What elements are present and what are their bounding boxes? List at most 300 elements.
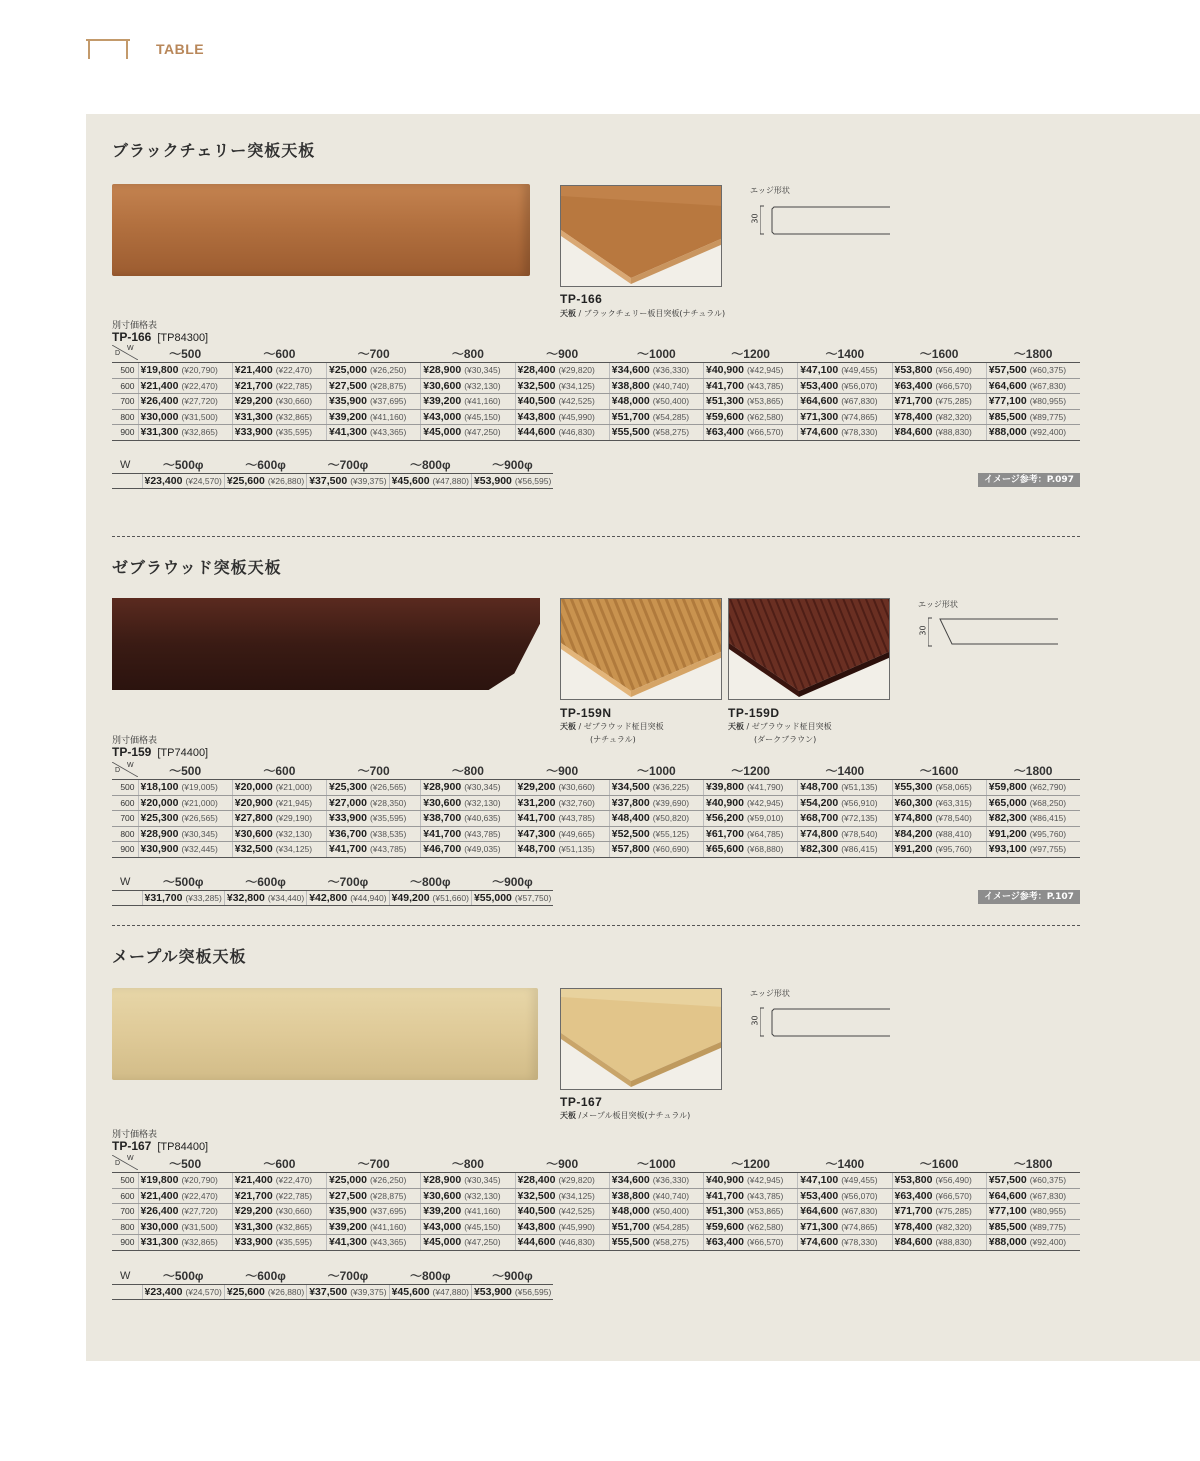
price-cell: ¥41,700 (¥43,785) (327, 842, 421, 858)
price-cell: ¥53,800 (¥56,490) (892, 1173, 986, 1189)
edge-dimension: 30 (750, 213, 760, 224)
price-cell: ¥31,200 (¥32,760) (515, 795, 609, 811)
table-header-row (112, 873, 553, 891)
price-table-caption: 別寸価格表 (112, 321, 158, 331)
column-header: 〜800 (421, 762, 515, 780)
price-cell: ¥31,300 (¥32,865) (232, 409, 326, 425)
price-cell: ¥74,600 (¥78,330) (798, 1235, 892, 1251)
swatch-code: TP-166 (560, 292, 603, 306)
column-header: 〜600φ (224, 456, 306, 474)
price-cell: ¥63,400 (¥66,570) (892, 1188, 986, 1204)
price-cell: ¥19,800 (¥20,790) (138, 1173, 232, 1189)
column-header: 〜1600 (892, 345, 986, 363)
swatch-description: 天板 / ゼブラウッド柾目突板 (ダークブラウン) (728, 722, 832, 744)
tabletop-side-image (112, 988, 538, 1080)
price-cell: ¥47,300 (¥49,665) (515, 826, 609, 842)
row-header: 700 (112, 394, 138, 410)
price-cell: ¥65,000 (¥68,250) (986, 795, 1080, 811)
table-row (112, 811, 1080, 827)
price-cell: ¥37,500 (¥39,375) (307, 474, 389, 489)
column-header: 〜800φ (389, 456, 471, 474)
edge-shape-label: エッジ形状 (750, 989, 790, 998)
price-cell: ¥64,600 (¥67,830) (798, 1204, 892, 1220)
section-divider (112, 925, 1080, 926)
price-cell: ¥44,600 (¥46,830) (515, 1235, 609, 1251)
price-cell: ¥38,800 (¥40,740) (609, 378, 703, 394)
blank-cell (112, 891, 142, 906)
section-maple (112, 944, 1080, 1304)
column-header: 〜700 (327, 762, 421, 780)
table-row (112, 1188, 1080, 1204)
column-header: 〜500 (138, 762, 232, 780)
price-cell: ¥25,600 (¥26,880) (224, 1285, 306, 1300)
price-table-round (112, 873, 553, 906)
blank-cell (112, 1285, 142, 1300)
swatch-description: 天板 / ゼブラウッド柾目突板 (ナチュラル) (560, 722, 664, 744)
price-cell: ¥26,400 (¥27,720) (138, 394, 232, 410)
price-cell: ¥25,300 (¥26,565) (138, 811, 232, 827)
price-cell: ¥84,600 (¥88,830) (892, 1235, 986, 1251)
price-cell: ¥39,800 (¥41,790) (704, 780, 798, 796)
column-header: 〜900φ (471, 873, 553, 891)
table-header-row (112, 456, 553, 474)
price-cell: ¥20,900 (¥21,945) (232, 795, 326, 811)
price-cell: ¥36,700 (¥38,535) (327, 826, 421, 842)
price-cell: ¥27,500 (¥28,875) (327, 1188, 421, 1204)
price-cell: ¥51,300 (¥53,865) (704, 394, 798, 410)
section-title: ゼブラウッド突板天板 (112, 558, 282, 577)
price-cell: ¥26,400 (¥27,720) (138, 1204, 232, 1220)
price-cell: ¥74,800 (¥78,540) (892, 811, 986, 827)
price-cell: ¥40,900 (¥42,945) (704, 1173, 798, 1189)
price-cell: ¥27,000 (¥28,350) (327, 795, 421, 811)
price-cell: ¥48,700 (¥51,135) (798, 780, 892, 796)
price-cell: ¥32,500 (¥34,125) (232, 842, 326, 858)
price-cell: ¥41,700 (¥43,785) (421, 826, 515, 842)
price-cell: ¥53,800 (¥56,490) (892, 363, 986, 379)
column-header: 〜1200 (704, 345, 798, 363)
section-title: メープル突板天板 (112, 947, 247, 966)
price-cell: ¥38,700 (¥40,635) (421, 811, 515, 827)
price-cell: ¥48,700 (¥51,135) (515, 842, 609, 858)
price-cell: ¥29,200 (¥30,660) (515, 780, 609, 796)
price-cell: ¥31,300 (¥32,865) (138, 1235, 232, 1251)
column-header: 〜500 (138, 345, 232, 363)
price-cell: ¥39,200 (¥41,160) (421, 1204, 515, 1220)
price-cell: ¥30,600 (¥32,130) (421, 795, 515, 811)
price-cell: ¥64,600 (¥67,830) (798, 394, 892, 410)
column-header: 〜500φ (142, 456, 224, 474)
table-row (112, 1219, 1080, 1235)
price-cell: ¥55,500 (¥58,275) (609, 425, 703, 441)
price-cell: ¥34,600 (¥36,330) (609, 1173, 703, 1189)
column-header: 〜800 (421, 1155, 515, 1173)
column-header: 〜900 (515, 762, 609, 780)
edge-profile-diagram (760, 204, 894, 238)
price-table-round (112, 456, 553, 489)
table-row (112, 891, 553, 906)
column-header: 〜1800 (986, 762, 1080, 780)
price-cell: ¥43,000 (¥45,150) (421, 1219, 515, 1235)
price-cell: ¥28,400 (¥29,820) (515, 363, 609, 379)
column-header: 〜500φ (142, 873, 224, 891)
swatch-code: TP-159N (560, 706, 612, 720)
price-cell: ¥51,300 (¥53,865) (704, 1204, 798, 1220)
price-cell: ¥53,400 (¥56,070) (798, 378, 892, 394)
price-cell: ¥40,500 (¥42,525) (515, 394, 609, 410)
price-cell: ¥59,600 (¥62,580) (704, 1219, 798, 1235)
table-row (112, 842, 1080, 858)
table-icon (86, 39, 130, 59)
price-cell: ¥64,600 (¥67,830) (986, 1188, 1080, 1204)
price-cell: ¥27,500 (¥28,875) (327, 378, 421, 394)
price-cell: ¥84,600 (¥88,830) (892, 425, 986, 441)
price-cell: ¥39,200 (¥41,160) (327, 1219, 421, 1235)
price-cell: ¥35,900 (¥37,695) (327, 394, 421, 410)
w-label: W (112, 456, 142, 474)
price-cell: ¥18,100 (¥19,005) (138, 780, 232, 796)
table-row (112, 1204, 1080, 1220)
column-header: 〜700 (327, 1155, 421, 1173)
table-row (112, 425, 1080, 441)
row-header: 600 (112, 795, 138, 811)
price-cell: ¥53,900 (¥56,595) (471, 474, 553, 489)
table-row (112, 409, 1080, 425)
price-cell: ¥64,600 (¥67,830) (986, 378, 1080, 394)
price-cell: ¥20,000 (¥21,000) (138, 795, 232, 811)
dw-corner-cell: D W (112, 762, 138, 780)
column-header: 〜700φ (307, 873, 389, 891)
price-cell: ¥45,600 (¥47,880) (389, 474, 471, 489)
price-cell: ¥53,900 (¥56,595) (471, 1285, 553, 1300)
table-header-row (112, 345, 1080, 363)
price-cell: ¥25,300 (¥26,565) (327, 780, 421, 796)
price-cell: ¥45,000 (¥47,250) (421, 425, 515, 441)
page-header (86, 38, 204, 60)
price-cell: ¥74,600 (¥78,330) (798, 425, 892, 441)
price-cell: ¥33,900 (¥35,595) (232, 1235, 326, 1251)
price-cell: ¥60,300 (¥63,315) (892, 795, 986, 811)
swatch-description: 天板 / ブラックチェリー板目突板(ナチュラル) (560, 309, 726, 318)
image-reference-badge: イメージ参考：P.107 (978, 890, 1080, 904)
price-cell: ¥21,400 (¥22,470) (232, 1173, 326, 1189)
dw-corner-cell: D W (112, 1155, 138, 1173)
blank-cell (112, 474, 142, 489)
row-header: 800 (112, 1219, 138, 1235)
column-header: 〜1000 (609, 1155, 703, 1173)
wood-swatch-image (560, 598, 722, 700)
price-cell: ¥41,700 (¥43,785) (704, 378, 798, 394)
section-zebrawood (112, 555, 1080, 915)
table-row (112, 780, 1080, 796)
price-cell: ¥40,500 (¥42,525) (515, 1204, 609, 1220)
price-cell: ¥20,000 (¥21,000) (232, 780, 326, 796)
price-cell: ¥41,300 (¥43,365) (327, 425, 421, 441)
price-table-rect (112, 1155, 1080, 1251)
row-header: 900 (112, 425, 138, 441)
price-cell: ¥57,500 (¥60,375) (986, 1173, 1080, 1189)
column-header: 〜700φ (307, 1267, 389, 1285)
price-table-caption: 別寸価格表 (112, 736, 158, 746)
tabletop-side-image (112, 598, 540, 690)
price-cell: ¥85,500 (¥89,775) (986, 409, 1080, 425)
row-header: 600 (112, 378, 138, 394)
price-cell: ¥65,600 (¥68,880) (704, 842, 798, 858)
model-number: TP-167 [TP84400] (112, 1139, 209, 1153)
section-title: ブラックチェリー突板天板 (112, 141, 316, 160)
price-cell: ¥28,400 (¥29,820) (515, 1173, 609, 1189)
price-cell: ¥25,000 (¥26,250) (327, 363, 421, 379)
price-cell: ¥57,800 (¥60,690) (609, 842, 703, 858)
column-header: 〜800 (421, 345, 515, 363)
price-cell: ¥54,200 (¥56,910) (798, 795, 892, 811)
price-cell: ¥71,300 (¥74,865) (798, 409, 892, 425)
price-table-caption: 別寸価格表 (112, 1130, 158, 1140)
price-cell: ¥30,600 (¥32,130) (232, 826, 326, 842)
column-header: 〜500φ (142, 1267, 224, 1285)
column-header: 〜1400 (798, 762, 892, 780)
price-cell: ¥29,200 (¥30,660) (232, 1204, 326, 1220)
price-cell: ¥74,800 (¥78,540) (798, 826, 892, 842)
table-row (112, 474, 553, 489)
price-cell: ¥47,100 (¥49,455) (798, 1173, 892, 1189)
price-cell: ¥48,400 (¥50,820) (609, 811, 703, 827)
price-cell: ¥25,600 (¥26,880) (224, 474, 306, 489)
dw-corner-cell: D W (112, 345, 138, 363)
price-cell: ¥33,900 (¥35,595) (327, 811, 421, 827)
price-cell: ¥25,000 (¥26,250) (327, 1173, 421, 1189)
column-header: 〜1200 (704, 762, 798, 780)
row-header: 700 (112, 811, 138, 827)
price-cell: ¥91,200 (¥95,760) (892, 842, 986, 858)
price-cell: ¥63,400 (¥66,570) (704, 425, 798, 441)
price-cell: ¥32,500 (¥34,125) (515, 378, 609, 394)
price-cell: ¥45,600 (¥47,880) (389, 1285, 471, 1300)
price-cell: ¥49,200 (¥51,660) (389, 891, 471, 906)
price-cell: ¥44,600 (¥46,830) (515, 425, 609, 441)
price-cell: ¥71,300 (¥74,865) (798, 1219, 892, 1235)
price-cell: ¥31,300 (¥32,865) (232, 1219, 326, 1235)
w-label: W (112, 1267, 142, 1285)
price-cell: ¥55,500 (¥58,275) (609, 1235, 703, 1251)
price-cell: ¥82,300 (¥86,415) (798, 842, 892, 858)
table-header-row (112, 1155, 1080, 1173)
column-header: 〜1400 (798, 1155, 892, 1173)
column-header: 〜1600 (892, 762, 986, 780)
price-cell: ¥71,700 (¥75,285) (892, 1204, 986, 1220)
price-cell: ¥91,200 (¥95,760) (986, 826, 1080, 842)
price-cell: ¥41,300 (¥43,365) (327, 1235, 421, 1251)
table-row (112, 394, 1080, 410)
price-cell: ¥48,000 (¥50,400) (609, 1204, 703, 1220)
row-header: 500 (112, 363, 138, 379)
tabletop-side-image (112, 184, 530, 276)
price-cell: ¥39,200 (¥41,160) (327, 409, 421, 425)
swatch-code: TP-167 (560, 1095, 603, 1109)
price-cell: ¥42,800 (¥44,940) (307, 891, 389, 906)
price-cell: ¥37,500 (¥39,375) (307, 1285, 389, 1300)
price-cell: ¥48,000 (¥50,400) (609, 394, 703, 410)
page-title: TABLE (156, 41, 205, 57)
price-cell: ¥53,400 (¥56,070) (798, 1188, 892, 1204)
price-cell: ¥37,800 (¥39,690) (609, 795, 703, 811)
price-cell: ¥78,400 (¥82,320) (892, 409, 986, 425)
table-row (112, 1285, 553, 1300)
price-cell: ¥30,600 (¥32,130) (421, 378, 515, 394)
price-cell: ¥32,800 (¥34,440) (224, 891, 306, 906)
column-header: 〜1600 (892, 1155, 986, 1173)
table-row (112, 378, 1080, 394)
price-cell: ¥40,900 (¥42,945) (704, 795, 798, 811)
wood-swatch-image (560, 988, 722, 1090)
price-cell: ¥68,700 (¥72,135) (798, 811, 892, 827)
column-header: 〜900φ (471, 1267, 553, 1285)
price-table-rect (112, 762, 1080, 858)
column-header: 〜600φ (224, 873, 306, 891)
price-cell: ¥55,300 (¥58,065) (892, 780, 986, 796)
price-cell: ¥43,800 (¥45,990) (515, 409, 609, 425)
price-cell: ¥63,400 (¥66,570) (704, 1235, 798, 1251)
price-cell: ¥21,400 (¥22,470) (138, 1188, 232, 1204)
table-header-row (112, 1267, 553, 1285)
price-cell: ¥35,900 (¥37,695) (327, 1204, 421, 1220)
price-cell: ¥57,500 (¥60,375) (986, 363, 1080, 379)
price-cell: ¥23,400 (¥24,570) (142, 1285, 224, 1300)
price-cell: ¥32,500 (¥34,125) (515, 1188, 609, 1204)
column-header: 〜600 (232, 1155, 326, 1173)
column-header: 〜1000 (609, 345, 703, 363)
swatch-description: 天板 /メープル板目突板(ナチュラル) (560, 1111, 691, 1120)
price-cell: ¥30,000 (¥31,500) (138, 1219, 232, 1235)
price-cell: ¥34,600 (¥36,330) (609, 363, 703, 379)
price-cell: ¥85,500 (¥89,775) (986, 1219, 1080, 1235)
section-divider (112, 536, 1080, 537)
edge-shape-label: エッジ形状 (750, 186, 790, 195)
wood-swatch-image (560, 185, 722, 287)
price-cell: ¥21,700 (¥22,785) (232, 1188, 326, 1204)
table-row (112, 826, 1080, 842)
column-header: 〜600φ (224, 1267, 306, 1285)
column-header: 〜800φ (389, 1267, 471, 1285)
price-cell: ¥28,900 (¥30,345) (138, 826, 232, 842)
price-cell: ¥29,200 (¥30,660) (232, 394, 326, 410)
price-cell: ¥28,900 (¥30,345) (421, 1173, 515, 1189)
price-cell: ¥30,000 (¥31,500) (138, 409, 232, 425)
price-cell: ¥28,900 (¥30,345) (421, 780, 515, 796)
column-header: 〜1800 (986, 345, 1080, 363)
price-cell: ¥41,700 (¥43,785) (515, 811, 609, 827)
table-row (112, 1173, 1080, 1189)
price-cell: ¥40,900 (¥42,945) (704, 363, 798, 379)
price-cell: ¥34,500 (¥36,225) (609, 780, 703, 796)
w-label: W (112, 873, 142, 891)
wood-swatch-image (728, 598, 890, 700)
table-row (112, 795, 1080, 811)
price-cell: ¥27,800 (¥29,190) (232, 811, 326, 827)
column-header: 〜900φ (471, 456, 553, 474)
price-cell: ¥45,000 (¥47,250) (421, 1235, 515, 1251)
price-cell: ¥52,500 (¥55,125) (609, 826, 703, 842)
price-cell: ¥39,200 (¥41,160) (421, 394, 515, 410)
row-header: 600 (112, 1188, 138, 1204)
price-cell: ¥88,000 (¥92,400) (986, 425, 1080, 441)
price-cell: ¥21,400 (¥22,470) (232, 363, 326, 379)
price-cell: ¥88,000 (¥92,400) (986, 1235, 1080, 1251)
table-header-row (112, 762, 1080, 780)
edge-dimension: 30 (918, 625, 928, 636)
price-cell: ¥23,400 (¥24,570) (142, 474, 224, 489)
row-header: 700 (112, 1204, 138, 1220)
price-table-round (112, 1267, 553, 1300)
price-cell: ¥51,700 (¥54,285) (609, 1219, 703, 1235)
section-black-cherry (112, 138, 1080, 498)
price-cell: ¥78,400 (¥82,320) (892, 1219, 986, 1235)
column-header: 〜600 (232, 345, 326, 363)
row-header: 900 (112, 842, 138, 858)
price-cell: ¥31,700 (¥33,285) (142, 891, 224, 906)
price-cell: ¥59,600 (¥62,580) (704, 409, 798, 425)
price-cell: ¥31,300 (¥32,865) (138, 425, 232, 441)
row-header: 800 (112, 409, 138, 425)
column-header: 〜900 (515, 1155, 609, 1173)
price-cell: ¥56,200 (¥59,010) (704, 811, 798, 827)
table-row (112, 1235, 1080, 1251)
column-header: 〜1200 (704, 1155, 798, 1173)
column-header: 〜700 (327, 345, 421, 363)
price-cell: ¥61,700 (¥64,785) (704, 826, 798, 842)
price-cell: ¥84,200 (¥88,410) (892, 826, 986, 842)
column-header: 〜800φ (389, 873, 471, 891)
price-cell: ¥47,100 (¥49,455) (798, 363, 892, 379)
price-cell: ¥77,100 (¥80,955) (986, 1204, 1080, 1220)
price-cell: ¥38,800 (¥40,740) (609, 1188, 703, 1204)
column-header: 〜500 (138, 1155, 232, 1173)
table-row (112, 363, 1080, 379)
price-cell: ¥46,700 (¥49,035) (421, 842, 515, 858)
price-cell: ¥71,700 (¥75,285) (892, 394, 986, 410)
column-header: 〜600 (232, 762, 326, 780)
price-cell: ¥55,000 (¥57,750) (471, 891, 553, 906)
price-cell: ¥21,400 (¥22,470) (138, 378, 232, 394)
price-cell: ¥19,800 (¥20,790) (138, 363, 232, 379)
price-cell: ¥41,700 (¥43,785) (704, 1188, 798, 1204)
row-header: 900 (112, 1235, 138, 1251)
row-header: 500 (112, 780, 138, 796)
price-cell: ¥28,900 (¥30,345) (421, 363, 515, 379)
price-cell: ¥30,600 (¥32,130) (421, 1188, 515, 1204)
price-cell: ¥43,800 (¥45,990) (515, 1219, 609, 1235)
column-header: 〜1000 (609, 762, 703, 780)
price-table-rect (112, 345, 1080, 441)
swatch-code: TP-159D (728, 706, 780, 720)
row-header: 800 (112, 826, 138, 842)
edge-shape-label: エッジ形状 (918, 600, 958, 609)
price-cell: ¥59,800 (¥62,790) (986, 780, 1080, 796)
column-header: 〜1400 (798, 345, 892, 363)
row-header: 500 (112, 1173, 138, 1189)
edge-profile-diagram (928, 616, 1062, 650)
edge-dimension: 30 (750, 1015, 760, 1026)
price-cell: ¥21,700 (¥22,785) (232, 378, 326, 394)
edge-profile-diagram (760, 1006, 894, 1040)
price-cell: ¥51,700 (¥54,285) (609, 409, 703, 425)
price-cell: ¥43,000 (¥45,150) (421, 409, 515, 425)
image-reference-badge: イメージ参考：P.097 (978, 473, 1080, 487)
price-cell: ¥30,900 (¥32,445) (138, 842, 232, 858)
price-cell: ¥93,100 (¥97,755) (986, 842, 1080, 858)
model-number: TP-166 [TP84300] (112, 330, 209, 344)
column-header: 〜1800 (986, 1155, 1080, 1173)
